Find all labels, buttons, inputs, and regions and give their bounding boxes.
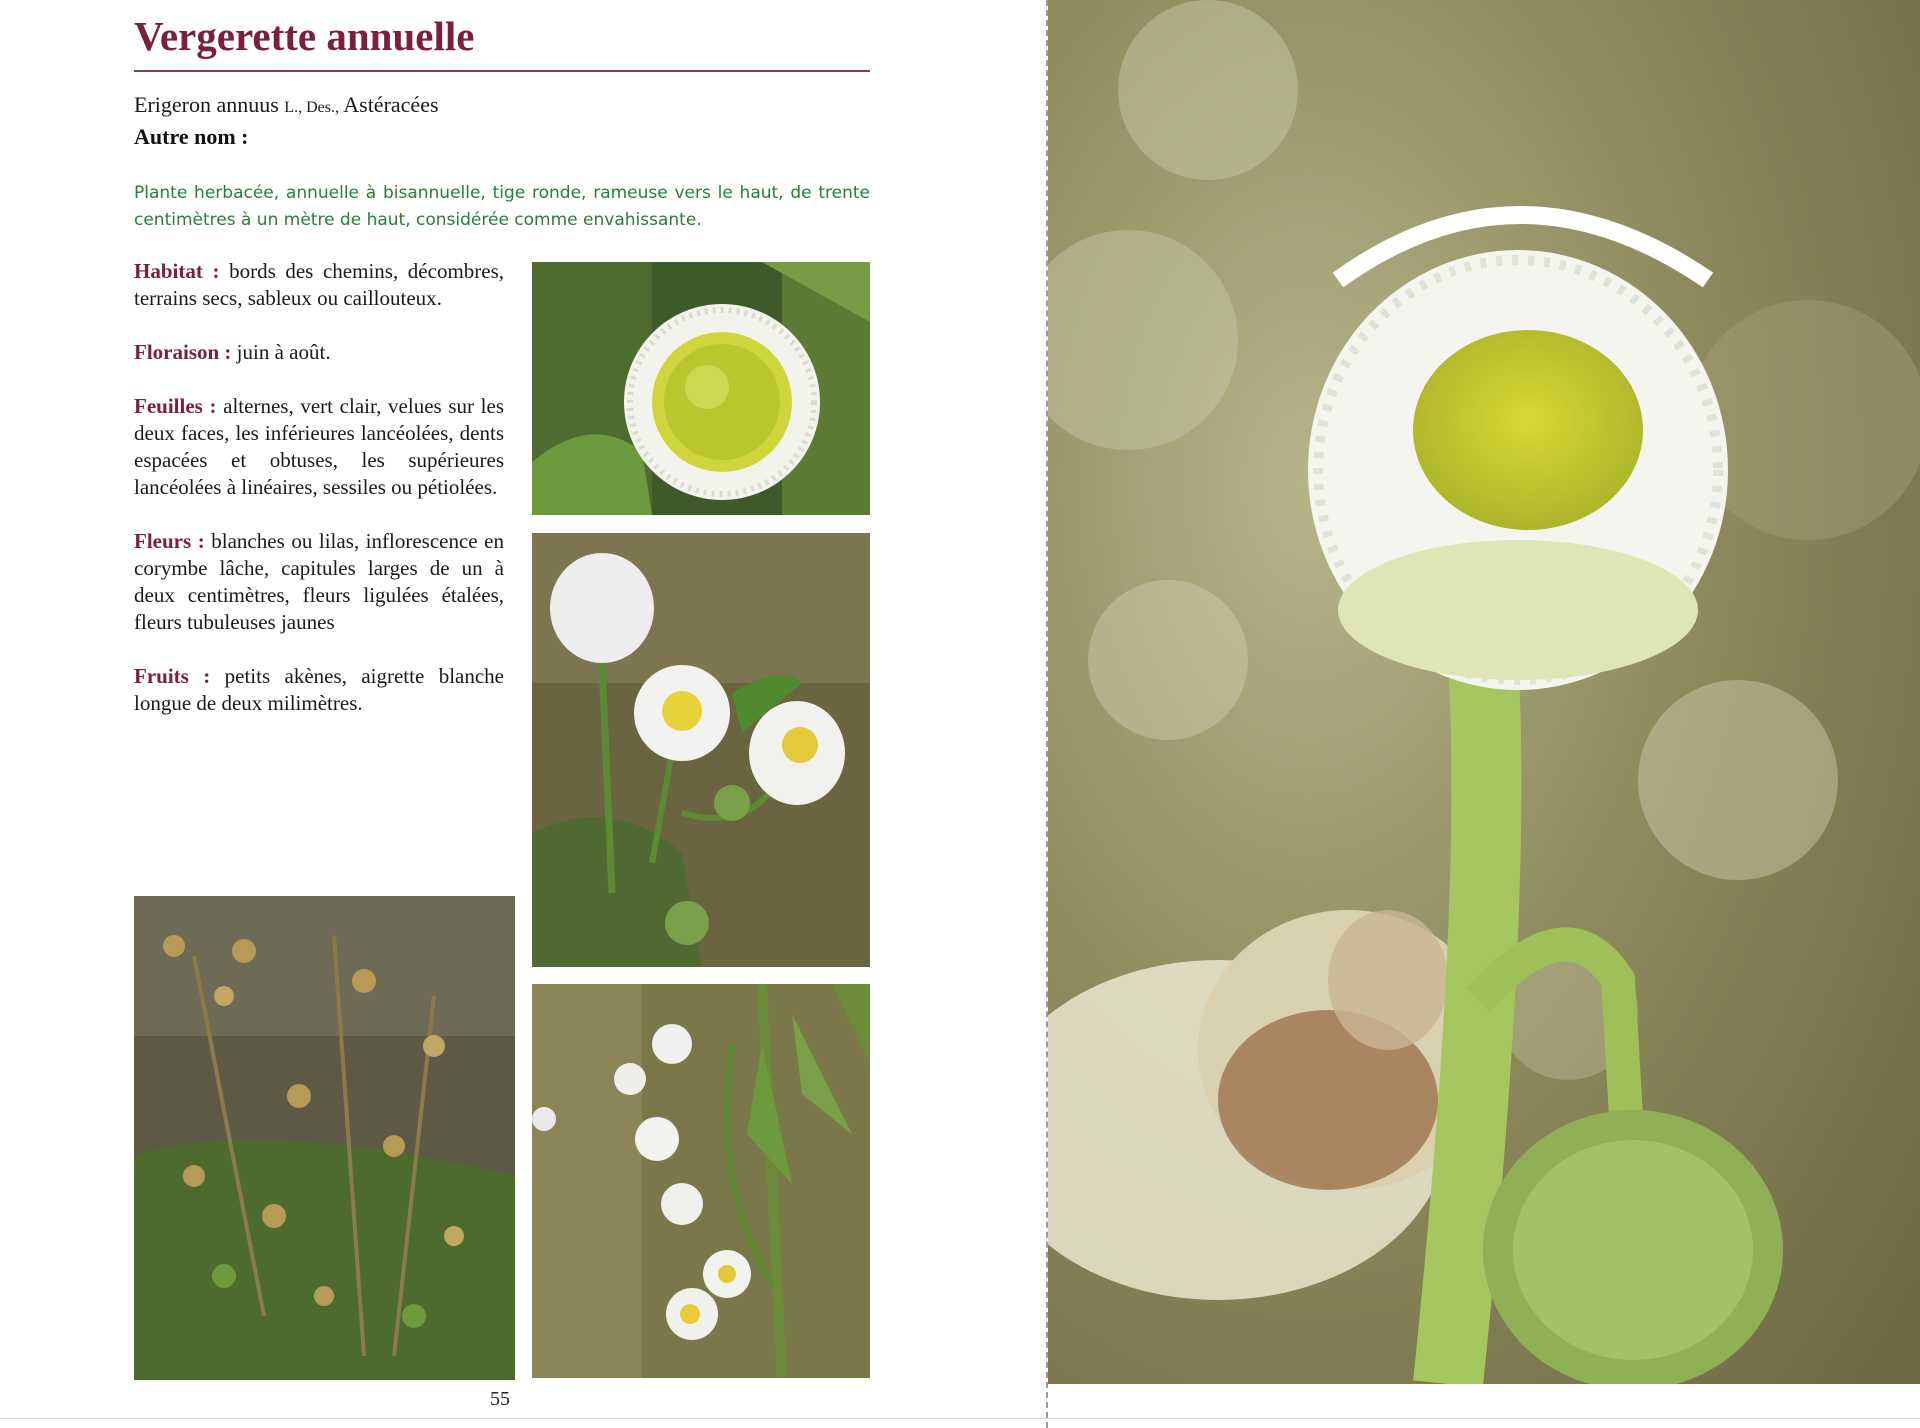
scientific-name-line — [134, 92, 439, 118]
field-text: alternes, vert clair, velues sur les deux faces, les inférieures lancéolées, dents espacées et obtuses, les supérieures lancéolées à linéaires, sessiles ou pétiolées. — [134, 394, 504, 499]
plant-description: Plante herbacée, annuelle à bisannuelle, tige ronde, rameuse vers le haut, de trente centimètres à un mètre de haut, considérée comme envahissante. — [134, 183, 870, 230]
field-text: juin à août. — [236, 340, 331, 364]
field-text: bords des chemins, décombres, terrains secs, sableux ou caillouteux. — [134, 259, 505, 310]
field-habitat — [134, 258, 504, 312]
flower-buds-photo — [532, 533, 870, 967]
field-text: petits akènes, aigrette blanche longue de deux milimètres. — [134, 664, 504, 715]
field-fruits — [134, 663, 504, 717]
field-feuilles — [134, 393, 504, 501]
field-label: Fruits : — [134, 664, 211, 688]
field-label: Fleurs : — [134, 529, 205, 553]
field-floraison — [134, 339, 504, 366]
field-list — [134, 258, 504, 744]
page-title: Vergerette annuelle — [134, 13, 475, 59]
field-label: Habitat : — [134, 259, 220, 283]
field-label: Floraison : — [134, 340, 232, 364]
scientific-name: Erigeron annuus — [134, 92, 279, 117]
flower-closeup-photo — [532, 262, 870, 515]
flowering-stem-photo — [532, 984, 870, 1378]
field-label: Feuilles : — [134, 394, 217, 418]
family-name: Astéracées — [343, 92, 439, 117]
page-bottom-edge — [0, 1418, 1920, 1419]
field-fleurs — [134, 528, 504, 636]
field-text: blanches ou lilas, inflorescence en corymbe lâche, capitules larges de un à deux centimètres, fleurs ligulées étalées, fleurs tubuleuses jaunes — [134, 529, 504, 634]
title-divider — [134, 70, 870, 72]
page-number: 55 — [490, 1388, 510, 1410]
whole-plant-photo — [134, 896, 515, 1380]
macro-flower-photo — [1048, 0, 1920, 1384]
authority: L., Des., — [284, 99, 339, 116]
other-name-label: Autre nom : — [134, 124, 249, 149]
